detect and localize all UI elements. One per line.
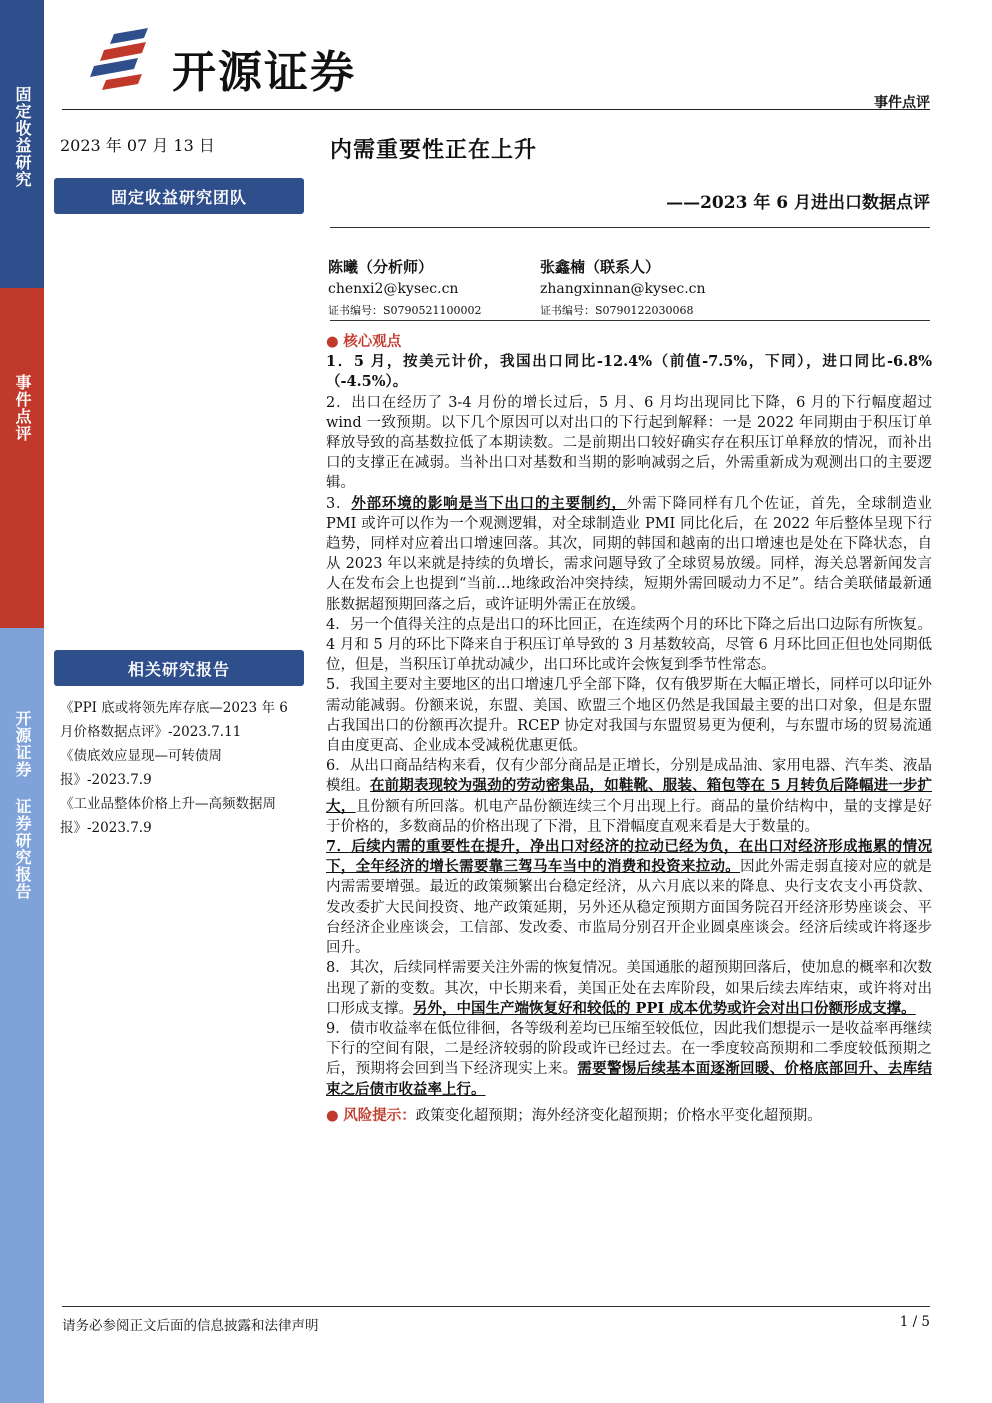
point-1: 1．5 月，按美元计价，我国出口同比-12.4%（前值-7.5%，下同），进口同比-6.8%（-4.5%）。 bbox=[326, 353, 932, 391]
sidebar-label: 开源证券 证券研究报告 bbox=[13, 710, 32, 900]
related-report-link[interactable]: 《PPI 底或将领先库存底—2023 年 6 月价格数据点评》-2023.7.11 bbox=[60, 700, 288, 740]
report-subtitle: ——2023 年 6 月进出口数据点评 bbox=[666, 193, 930, 213]
analyst-cert: 证书编号：S0790521100002 bbox=[328, 304, 482, 317]
header-rule bbox=[62, 109, 930, 110]
point-5: 5．我国主要对主要地区的出口增速几乎全部下降，仅有俄罗斯在大幅正增长，同样可以印证外需动能减弱。份额来说，东盟、美国、欧盟三个地区仍然是我国最主要的出口对象，但是东盟占我国出口的份额再次提升。RCEP 协定对我国与东盟贸易更为便利，与东盟市场的贸易流通自由度更高、企业成本受减税优惠更低。 bbox=[326, 677, 932, 755]
analyst-name: 陈曦（分析师） bbox=[328, 258, 434, 276]
report-title: 内需重要性正在上升 bbox=[330, 137, 538, 163]
point-4: 4．另一个值得关注的点是出口的环比回正，在连续两个月的环比下降之后出口边际有所恢复。4 月和 5 月的环比下降来自于积压订单导致的 3 月基数较高，尽管 6 月环比回正但也处同期低位，但是，当积压订单扰动减少，出口环比或许会恢复到季节性常态。 bbox=[326, 616, 932, 674]
sidebar-segment-event bbox=[0, 288, 44, 628]
point-6: 6．从出口商品结构来看，仅有少部分商品是正增长，分别是成品油、家用电器、汽车类、液晶模组。在前期表现较为强劲的劳动密集品，如鞋靴、服装、箱包等在 5 月转负后降幅进一步扩大，且份额有所回落。机电产品份额连续三个月出现上行。商品的量价结构中，量的支撑是好于价格的，多数商品的价格出现了下滑，且下滑幅度直观来看是大于数量的。 bbox=[326, 758, 933, 835]
report-date: 2023 年 07 月 13 日 bbox=[60, 136, 215, 155]
analyst-email[interactable]: zhangxinnan@kysec.cn bbox=[540, 281, 706, 297]
brand-name: 开源证券 bbox=[172, 47, 356, 98]
sidebar-label: 固定收益研究 bbox=[13, 86, 32, 188]
point-2: 2．出口在经历了 3-4 月份的增长过后，5 月、6 月均出现同比下降，6 月的下行幅度超过 wind 一致预期。以下几个原因可以对出口的下行起到解释：一是 2022 年同期由于积压订单释放导致的高基数拉低了本期读数。二是前期出口较好确实存在积压订单释放的情况，而补出口的支撑正在减弱。当补出口对基数和当期的影响减弱之后，外需重新成为观测出口的主要逻辑。 bbox=[326, 394, 932, 492]
sidebar-segment-fixed-income bbox=[0, 0, 44, 288]
sidebar-segment-brand bbox=[0, 628, 44, 1403]
brand-logo-icon bbox=[86, 26, 166, 92]
core-heading: ● 核心观点 bbox=[326, 333, 402, 350]
point-7: 7．后续内需的重要性在提升，净出口对经济的拉动已经为负，在出口对经济形成拖累的情况下，全年经济的增长需要靠三驾马车当中的消费和投资来拉动。因此外需走弱直接对应的就是内需需要增强。最近的政策频繁出台稳定经济，从六月底以来的降息、央行支农支小再贷款、发改委扩大民间投资、地产政策延期，另外还从稳定预期方面国务院召开经济形势座谈会、平台经济企业座谈会，工信部、发改委、市监局分别召开企业圆桌座谈会。经济后续或许将逐步回升。 bbox=[326, 838, 933, 957]
related-reports-label: 相关研究报告 bbox=[54, 650, 304, 686]
point-9: 9．债市收益率在低位徘徊，各等级利差均已压缩至较低位，因此我们想提示一是收益率再继续下行的空间有限，二是经济较弱的阶段或许已经过去。在一季度较高预期和二季度较低预期之后，预期将会回到当下经济现实上来。需要警惕后续基本面逐渐回暖、价格底部回升、去库结束之后债市收益率上行。 bbox=[326, 1020, 933, 1098]
bullet-icon: ● bbox=[326, 334, 339, 350]
point-3: 3．外部环境的影响是当下出口的主要制约，外需下降同样有几个佐证，首先，全球制造业 PMI 或许可以作为一个观测逻辑，对全球制造业 PMI 同比化后，在 2022 年后整体呈现下行趋势，同样对应着出口增速回落。其次，同期的韩国和越南的出口增速也是处在下降状态，自从 2023 年以来就是持续的负增长，需求问题导致了全球贸易放缓。同样，海关总署新闻发言人在发布会上也提到“当前…地缘政治冲突持续，短期外需回暖动力不足”。结合美联储最新通胀数据超预期回落之后，或许证明外需正在放缓。 bbox=[326, 494, 933, 613]
analyst-name: 张鑫楠（联系人） bbox=[540, 258, 661, 276]
sidebar-label: 事件点评 bbox=[13, 374, 32, 442]
footer-rule bbox=[62, 1306, 930, 1307]
analyst-email[interactable]: chenxi2@kysec.cn bbox=[328, 281, 459, 297]
core-viewpoints bbox=[326, 332, 932, 1126]
risk-warning: ● 风险提示：政策变化超预期；海外经济变化超预期；价格水平变化超预期。 bbox=[326, 1106, 822, 1124]
analyst-rule bbox=[330, 320, 930, 321]
related-reports-list bbox=[60, 696, 304, 840]
document-type: 事件点评 bbox=[874, 95, 930, 111]
related-report-link[interactable]: 《工业品整体价格上升—高频数据周报》-2023.7.9 bbox=[60, 796, 276, 836]
bullet-icon: ● bbox=[326, 1107, 339, 1124]
analyst-card bbox=[540, 256, 706, 322]
analyst-card bbox=[328, 256, 482, 322]
related-report-link[interactable]: 《债底效应显现—可转债周报》-2023.7.9 bbox=[60, 748, 222, 788]
side-bar bbox=[0, 0, 44, 1403]
page-number: 1 / 5 bbox=[899, 1314, 930, 1330]
point-8: 8．其次，后续同样需要关注外需的恢复情况。美国通胀的超预期回落后，使加息的概率和次数出现了新的变数。其次，中长期来看，美国正处在去库阶段，如果后续去库结束，或许将对出口形成支撑。另外，中国生产端恢复好和较低的 PPI 成本优势或许会对出口份额形成支撑。 bbox=[326, 960, 932, 1017]
team-label: 固定收益研究团队 bbox=[54, 178, 304, 214]
title-rule bbox=[330, 227, 930, 228]
analyst-cert: 证书编号：S0790122030068 bbox=[540, 304, 694, 317]
footer-disclaimer: 请务必参阅正文后面的信息披露和法律声明 bbox=[62, 1318, 319, 1334]
